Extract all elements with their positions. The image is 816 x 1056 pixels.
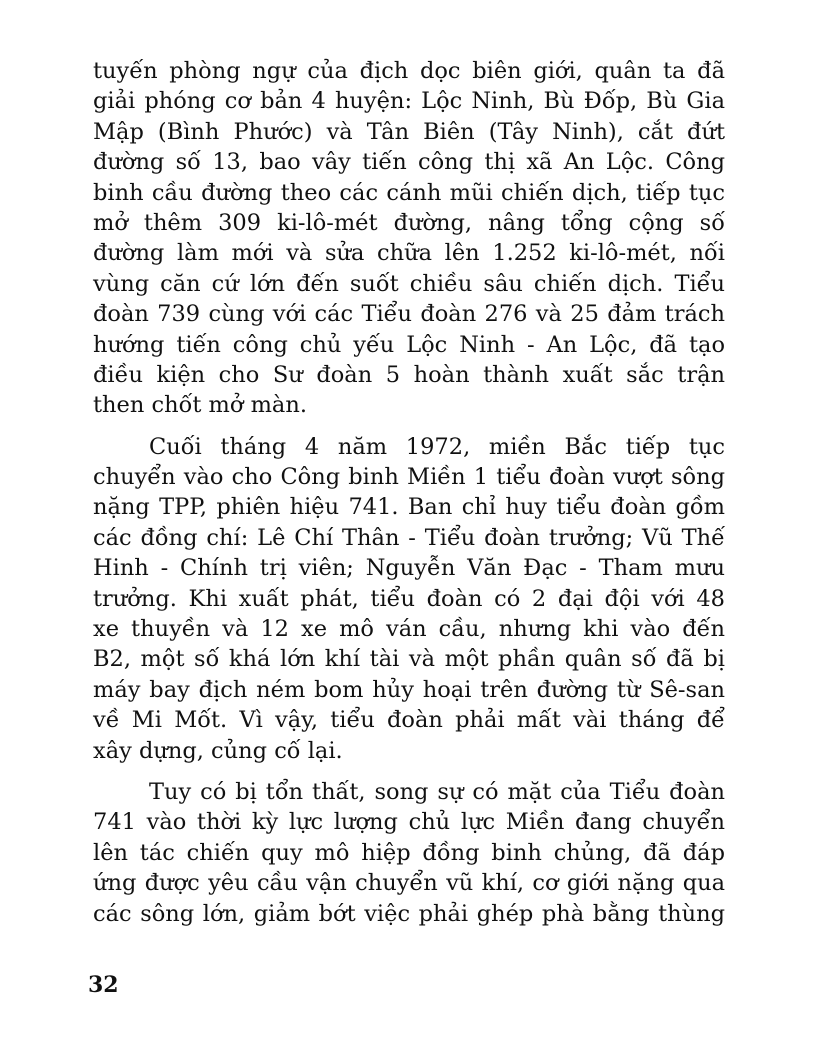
text-line: trưởng. Khi xuất phát, tiểu đoàn có 2 đại đội với 48 <box>93 585 725 612</box>
paragraph-2 <box>93 432 725 766</box>
text-line: xe thuyền và 12 xe mô ván cầu, nhưng khi vào đến <box>93 616 725 643</box>
body-text <box>93 56 725 929</box>
paragraph-spacer <box>93 421 725 432</box>
page-number: 32 <box>88 972 119 998</box>
text-line: nặng TPP, phiên hiệu 741. Ban chỉ huy tiểu đoàn gồm <box>93 494 725 521</box>
text-line: vùng căn cứ lớn đến suốt chiều sâu chiến dịch. Tiểu <box>93 270 725 297</box>
text-line: 741 vào thời kỳ lực lượng chủ lực Miền đang chuyển <box>93 809 725 836</box>
text-line: Tuy có bị tổn thất, song sự có mặt của Tiểu đoàn <box>149 778 725 805</box>
text-line: lên tác chiến quy mô hiệp đồng binh chủng, đã đáp <box>93 839 725 866</box>
text-line: tuyến phòng ngự của địch dọc biên giới, quân ta đã <box>93 58 725 84</box>
text-line: về Mi Mốt. Vì vậy, tiểu đoàn phải mất vài tháng để <box>93 707 725 734</box>
text-line: then chốt mở màn. <box>93 392 307 419</box>
text-line: máy bay địch ném bom hủy hoại trên đường từ Sê-san <box>93 676 725 703</box>
text-line: giải phóng cơ bản 4 huyện: Lộc Ninh, Bù Đốp, Bù Gia <box>93 88 725 115</box>
paragraph-1 <box>93 56 725 421</box>
text-line: binh cầu đường theo các cánh mũi chiến dịch, tiếp tục <box>93 179 725 206</box>
text-line: điều kiện cho Sư đoàn 5 hoàn thành xuất sắc trận <box>93 361 725 388</box>
text-line: đoàn 739 cùng với các Tiểu đoàn 276 và 25 đảm trách <box>93 301 725 328</box>
paragraph-3 <box>93 777 725 929</box>
text-line: đường làm mới và sửa chữa lên 1.252 ki-lô-mét, nối <box>93 240 725 267</box>
text-line: B2, một số khá lớn khí tài và một phần quân số đã bị <box>93 646 725 673</box>
text-line: xây dựng, củng cố lại. <box>93 737 343 764</box>
paragraph-spacer <box>93 766 725 777</box>
text-line: các đồng chí: Lê Chí Thân - Tiểu đoàn trưởng; Vũ Thế <box>93 524 725 551</box>
text-line: mở thêm 309 ki-lô-mét đường, nâng tổng cộng số <box>93 209 725 236</box>
text-line: Cuối tháng 4 năm 1972, miền Bắc tiếp tục <box>149 433 725 460</box>
text-line: hướng tiến công chủ yếu Lộc Ninh - An Lộc, đã tạo <box>93 331 725 358</box>
text-line: Hinh - Chính trị viên; Nguyễn Văn Đạc - Tham mưu <box>93 555 725 582</box>
text-line: ứng được yêu cầu vận chuyển vũ khí, cơ giới nặng qua <box>93 870 725 897</box>
text-line: đường số 13, bao vây tiến công thị xã An Lộc. Công <box>93 149 725 176</box>
text-line: chuyển vào cho Công binh Miền 1 tiểu đoàn vượt sông <box>93 464 725 491</box>
text-line: các sông lớn, giảm bớt việc phải ghép phà bằng thùng <box>93 900 725 927</box>
text-line: Mập (Bình Phước) và Tân Biên (Tây Ninh), cắt đứt <box>93 118 725 145</box>
